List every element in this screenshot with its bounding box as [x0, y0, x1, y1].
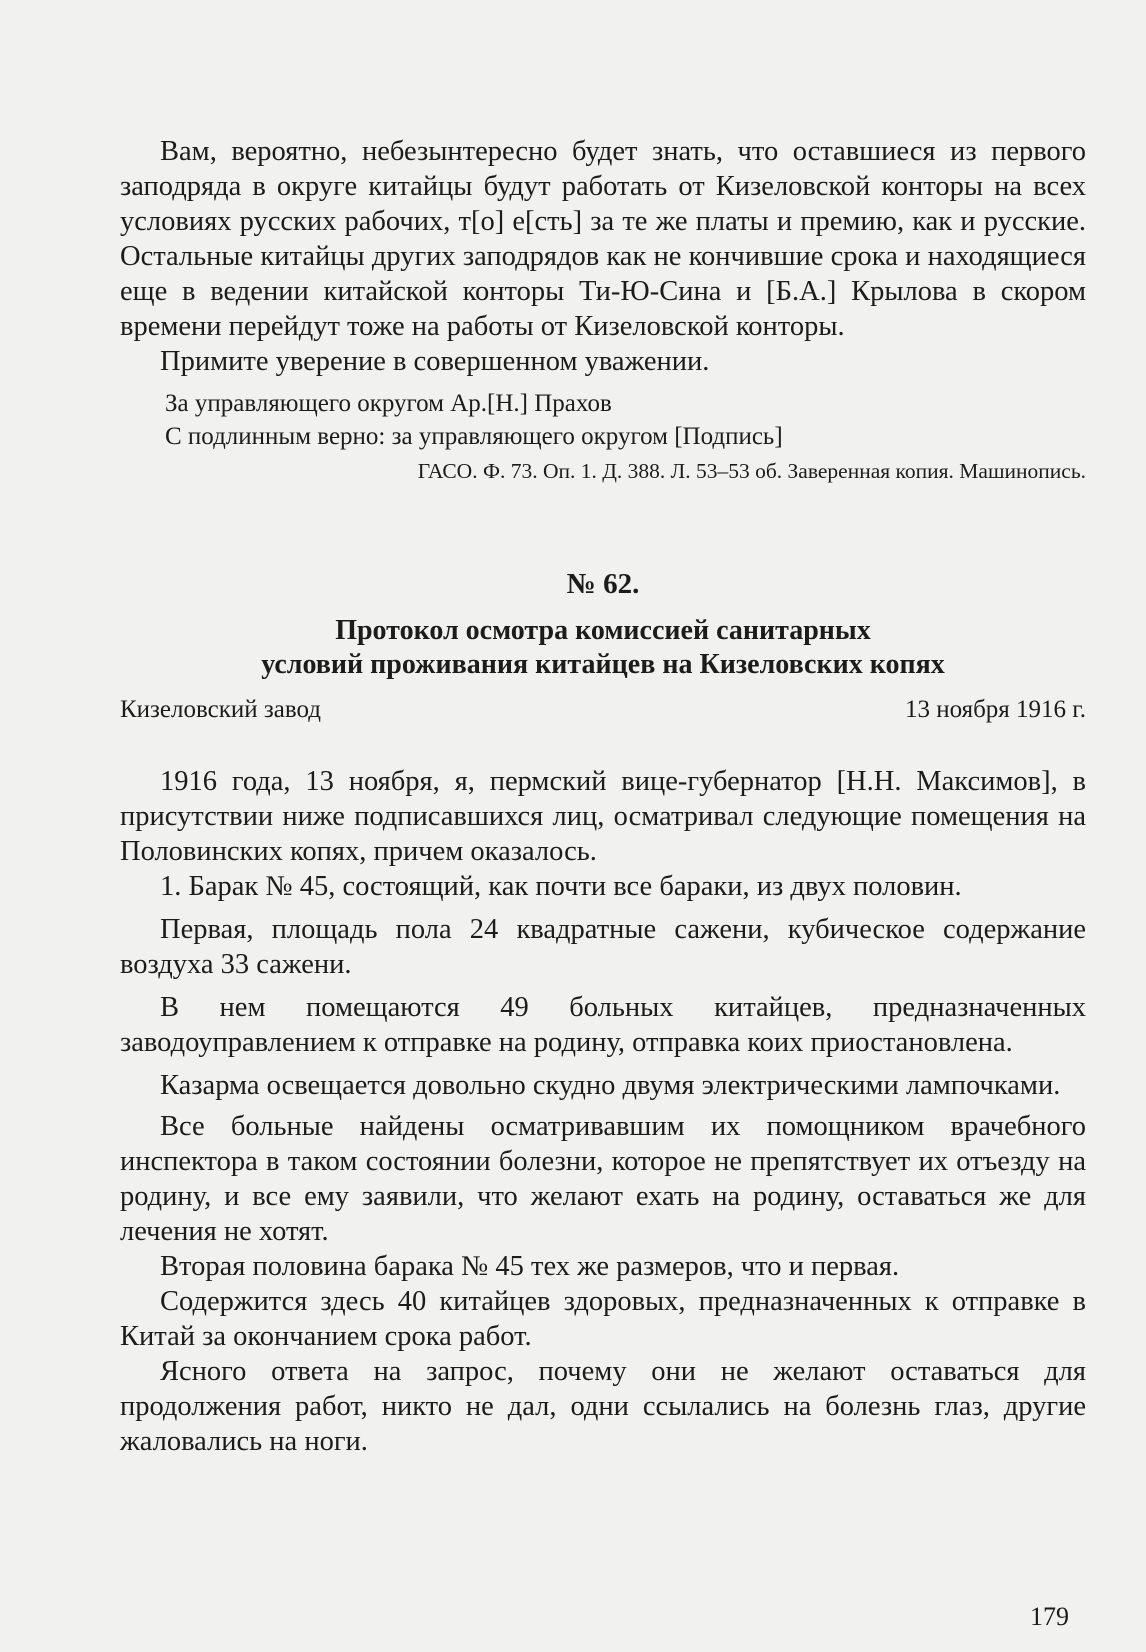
document-title-line-1: Протокол осмотра комиссией санитарных	[335, 615, 871, 646]
letter-signature: За управляющего округом Ар.[Н.] Прахов	[165, 390, 612, 417]
body-paragraph: 1916 года, 13 ноября, я, пермский вице-губернатор [Н.Н. Максимов], в присутствии ниже подписавшихся лиц, осматривал следующие помещения на Половинских копях, причем оказалось.	[120, 766, 1086, 867]
body-paragraph: Все больные найдены осматривавшим их помощником врачебного инспектора в таком состоянии болезни, которое не препятствует их отъезду на родину, и все ему заявили, что желают ехать на родину, оставаться же для лечения не хотят.	[120, 1111, 1086, 1247]
letter-section	[120, 134, 1086, 485]
body-paragraph: Первая, площадь пола 24 квадратные сажени, кубическое содержание воздуха 33 сажени.	[120, 914, 1086, 980]
body-paragraph: 1. Барак № 45, состоящий, как почти все бараки, из двух половин.	[160, 871, 962, 902]
body-paragraph: Ясного ответа на запрос, почему они не желают оставаться для продолжения работ, никто не дал, одни ссылались на болезнь глаз, другие жаловались на ноги.	[120, 1356, 1086, 1457]
document-place: Кизеловский завод	[120, 696, 322, 723]
letter-closing: Примите уверение в совершенном уважении.	[160, 346, 710, 377]
document-title-line-2: условий проживания китайцев на Кизеловских копях	[261, 649, 945, 680]
document-body	[120, 764, 1086, 1459]
document-number: № 62.	[566, 568, 640, 600]
document-date: 13 ноября 1916 г.	[904, 696, 1086, 723]
body-paragraph: В нем помещаются 49 больных китайцев, предназначенных заводоуправлением к отправке на родину, отправка коих приостановлена.	[120, 992, 1086, 1058]
body-paragraph: Вторая половина барака № 45 тех же размеров, что и первая.	[160, 1251, 900, 1282]
letter-paragraph: Вам, вероятно, небезынтересно будет знать, что оставшиеся из первого заподряда в округе китайцы будут работать от Кизеловской конторы на всех условиях русских рабочих, т[о] е[сть] за те же платы и премию, как и русские. Остальные китайцы других заподрядов как не кончившие срока и находящиеся еще в ведении китайской конторы Ти-Ю-Сина и [Б.А.] Крылова в скором времени перейдут тоже на работы от Кизеловской конторы.	[120, 136, 1086, 342]
archive-source: ГАСО. Ф. 73. Оп. 1. Д. 388. Л. 53–53 об. Заверенная копия. Машинопись.	[417, 459, 1086, 483]
body-paragraph: Казарма освещается довольно скудно двумя электрическими лампочками.	[160, 1070, 1061, 1101]
place-date-row	[120, 694, 1086, 726]
body-paragraph: Содержится здесь 40 китайцев здоровых, предназначенных к отправке в Китай за окончанием срока работ.	[120, 1286, 1086, 1352]
letter-attestation: С подлинным верно: за управляющего округом [Подпись]	[165, 423, 783, 450]
document-header	[120, 566, 1086, 726]
page-number: 179	[1030, 1602, 1069, 1631]
